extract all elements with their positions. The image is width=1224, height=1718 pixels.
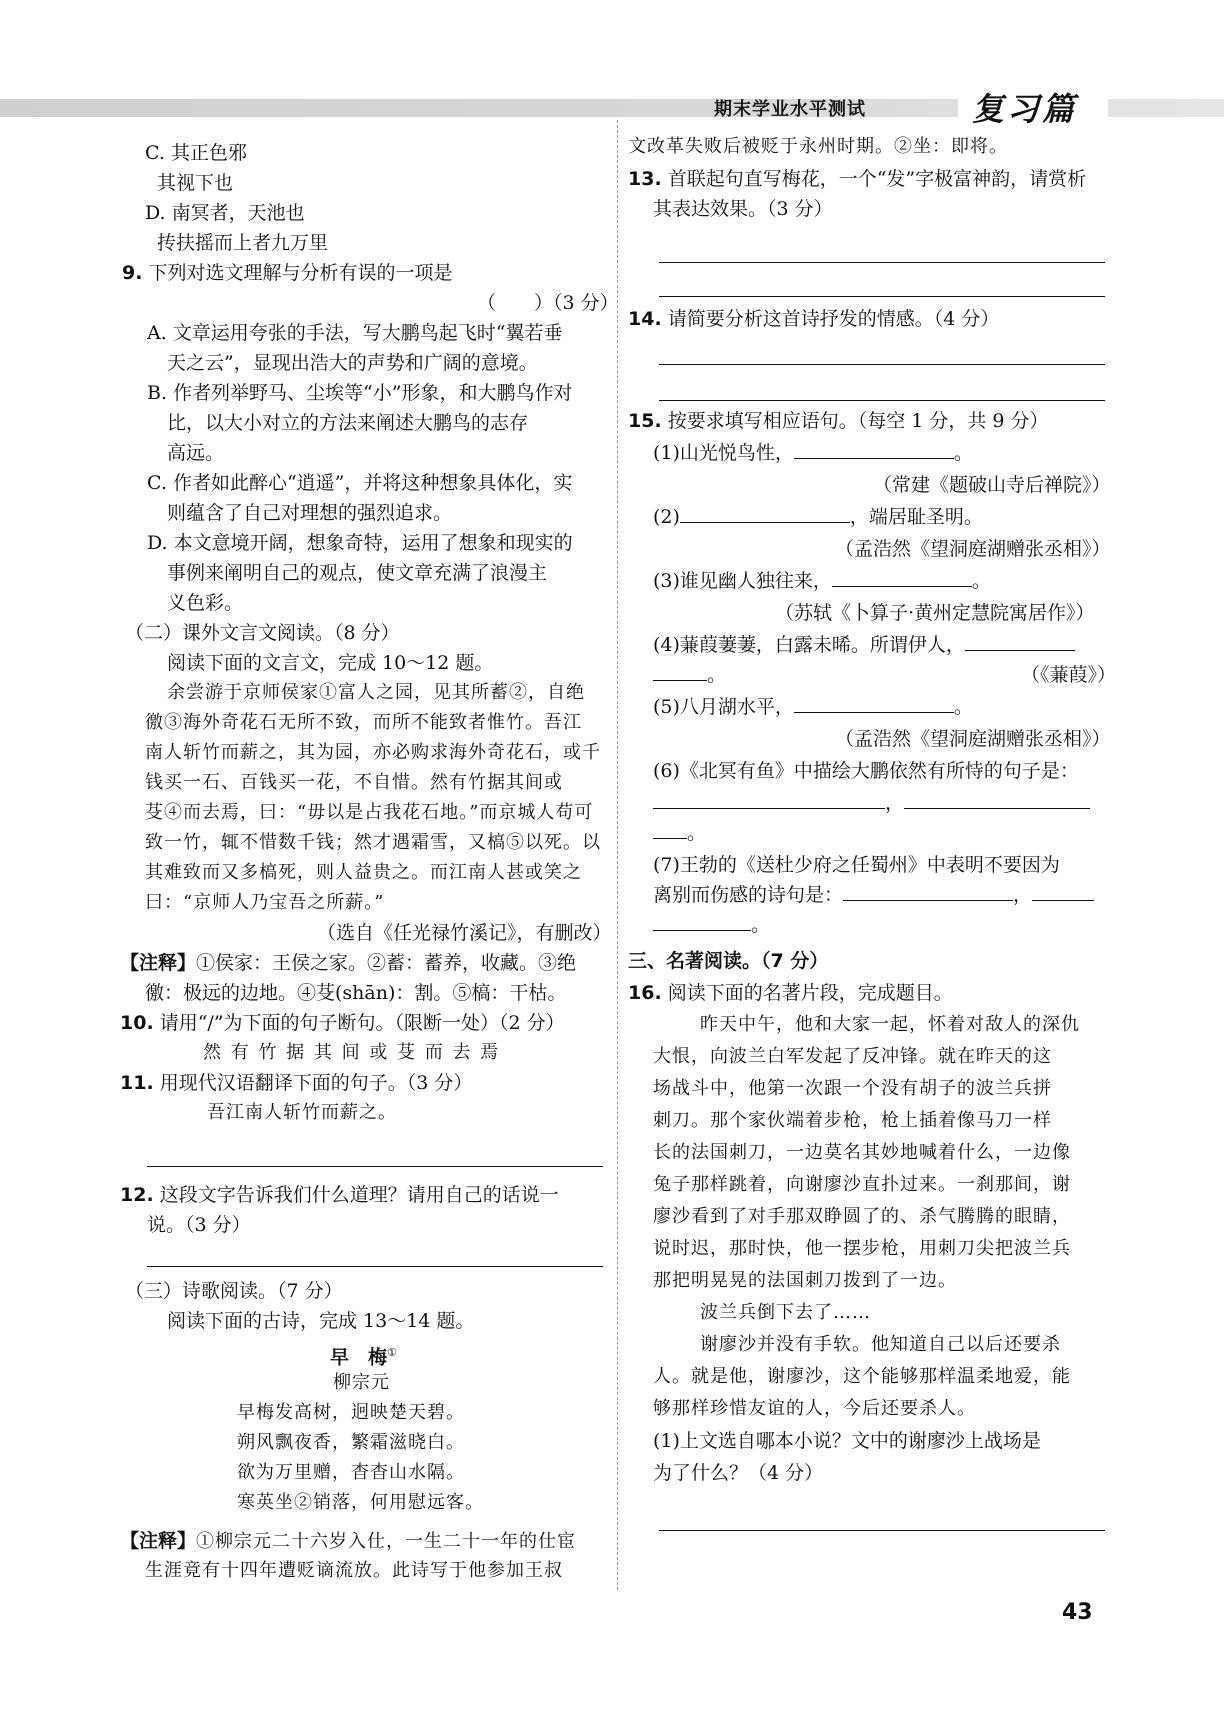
q13-stem-line1: 13. 首联起句直写梅花，一个“发”字极富神韵，请赏析 xyxy=(628,168,1087,190)
q9-score: （ ）（3 分） xyxy=(477,292,619,314)
q11-sentence: 吾江南人斩竹而薪之。 xyxy=(207,1102,397,1123)
q15-item-6-end: 。 xyxy=(653,818,706,848)
q15-item-6: (6)《北冥有鱼》中描绘大鹏依然有所恃的句子是： xyxy=(653,760,1079,782)
q9-option-c-line2: 则蕴含了自己对理想的强烈追求。 xyxy=(167,502,453,524)
novel-excerpt-line-5: 长的法国刺刀，一边莫名其妙地喊着什么，一边像 xyxy=(653,1142,1071,1163)
q15-item-7-line2: 离别而伤感的诗句是： ， xyxy=(653,880,1094,910)
q15-item-7-line1: (7)王勃的《送杜少府之任蜀州》中表明不要因为 xyxy=(653,854,1060,876)
novel-excerpt-line-9: 那把明晃晃的法国刺刀拨到了一边。 xyxy=(653,1270,957,1291)
q9-option-a-line2: 天之云”，显现出浩大的声势和广阔的意境。 xyxy=(167,352,538,374)
q15-item-4-source: （《蒹葭》） xyxy=(1021,664,1117,686)
q15-blank-6c[interactable] xyxy=(653,818,687,839)
poem-line-1: 早梅发高树，迥映楚天碧。 xyxy=(237,1402,465,1423)
poem-notes-continued: 文改革失败后被贬于永州时期。②坐：即将。 xyxy=(628,136,1008,157)
q15-blank-7c[interactable] xyxy=(653,910,751,931)
passage-line-6: 致一竹，辄不惜数千钱；然才遇霜雪，又槁⑤以死。以 xyxy=(145,832,601,853)
novel-excerpt-line-1: 昨天中午，他和大家一起，怀着对敌人的深仇 xyxy=(700,1014,1080,1035)
q12-answer-line[interactable] xyxy=(147,1266,603,1267)
q9-option-d-line2: 事例来阐明自己的观点，使文章充满了浪漫主 xyxy=(167,562,548,584)
q9-option-b-line2: 比，以大小对立的方法来阐述大鹏鸟的志存 xyxy=(167,412,529,434)
q15-blank-2[interactable] xyxy=(680,502,850,523)
novel-excerpt-line-4: 刺刀。那个家伙端着步枪，枪上插着像马刀一样 xyxy=(653,1110,1052,1131)
q8-option-c-line1: C. 其正色邪 xyxy=(145,142,247,164)
part3-famous-works-title: 三、名著阅读。（7 分） xyxy=(628,950,829,972)
q16-sub1-line2: 为了什么？（4 分） xyxy=(653,1462,824,1484)
q15-stem: 15. 按要求填写相应语句。（每空 1 分，共 9 分） xyxy=(628,410,1049,432)
notes-label: 【注释】 xyxy=(120,952,197,974)
q12-stem-line1: 12. 这段文字告诉我们什么道理？请用自己的话说一 xyxy=(120,1184,559,1206)
passage-line-7: 其难致而又多槁死，则人益贵之。而江南人甚或笑之 xyxy=(145,862,582,883)
poem-notes-line2: 生涯竟有十四年遭贬谪流放。此诗写于他参加王叔 xyxy=(145,1560,563,1581)
poem-line-3: 欲为万里赠，杳杳山水隔。 xyxy=(237,1462,465,1483)
q15-item-2-source: （孟浩然《望洞庭湖赠张丞相》） xyxy=(835,538,1111,560)
novel-excerpt-line-7: 廖沙看到了对手那双睁圆了的、杀气腾腾的眼睛， xyxy=(653,1206,1071,1227)
q8-option-d-line1: D. 南冥者，天池也 xyxy=(145,202,305,224)
novel-excerpt-line-10: 波兰兵倒下去了…… xyxy=(700,1302,871,1323)
q15-blank-4b[interactable] xyxy=(653,660,707,681)
q14-answer-line-1[interactable] xyxy=(659,364,1105,365)
novel-excerpt-line-13: 够那样珍惜友谊的人，今后还要杀人。 xyxy=(653,1398,976,1419)
q8-option-c-line2: 其视下也 xyxy=(157,172,234,194)
q15-blank-6a[interactable] xyxy=(653,788,885,809)
q11-stem: 11. 用现代汉语翻译下面的句子。（3 分） xyxy=(120,1072,473,1094)
q15-item-3-source: （苏轼《卜算子·黄州定慧院寓居作》） xyxy=(775,602,1095,624)
novel-excerpt-line-11: 谢廖沙并没有手软。他知道自己以后还要杀 xyxy=(700,1334,1061,1355)
q9-option-b-line1: B. 作者列举野马、尘埃等“小”形象，和大鹏鸟作对 xyxy=(147,382,573,404)
q9-option-a-line1: A. 文章运用夸张的手法，写大鹏鸟起飞时“翼若垂 xyxy=(147,322,563,344)
header-section-label: 复习篇 xyxy=(972,90,1078,128)
q9-option-d-line1: D. 本文意境开阔，想象奇特，运用了想象和现实的 xyxy=(147,532,573,554)
q14-stem: 14. 请简要分析这首诗抒发的情感。（4 分） xyxy=(628,308,1000,330)
q8-option-d-line2: 抟扶摇而上者九万里 xyxy=(157,232,329,254)
q16-answer-line[interactable] xyxy=(659,1530,1105,1531)
q13-answer-line-1[interactable] xyxy=(659,262,1105,263)
novel-excerpt-line-2: 大恨，向波兰白军发起了反冲锋。就在昨天的这 xyxy=(653,1046,1052,1067)
header-section-badge xyxy=(958,84,1108,132)
novel-excerpt-line-3: 场战斗中，他第一次跟一个没有胡子的波兰兵拼 xyxy=(653,1078,1052,1099)
q9-option-b-line3: 高远。 xyxy=(167,442,225,464)
poem-line-2: 朔风飘夜香，繁霜滋晓白。 xyxy=(237,1432,465,1453)
q15-item-5: (5)八月湖水平， 。 xyxy=(653,692,973,722)
q15-item-6-blanks: ， xyxy=(653,788,1090,818)
part3-title: （三）诗歌阅读。（7 分） xyxy=(125,1280,343,1302)
q15-item-2: (2) ，端居耻圣明。 xyxy=(653,502,983,532)
passage-line-1: 余尝游于京师侯家①富人之园，见其所蓄②，自绝 xyxy=(167,682,585,703)
q15-item-1: (1)山光悦鸟性， 。 xyxy=(653,438,973,468)
part3-intro: 阅读下面的古诗，完成 13～14 题。 xyxy=(167,1310,475,1332)
q16-sub1-line1: (1)上文选自哪本小说？文中的谢廖沙上战场是 xyxy=(653,1430,1041,1452)
passage-line-2: 徼③海外奇花石无所不致，而所不能致者惟竹。吾江 xyxy=(145,712,582,733)
passage-line-3: 南人斩竹而薪之，其为园，亦必购求海外奇花石，或千 xyxy=(145,742,601,763)
header-title: 期末学业水平测试 xyxy=(714,99,866,120)
q15-item-1-source: （常建《题破山寺后禅院》） xyxy=(873,474,1111,496)
q11-answer-line[interactable] xyxy=(147,1166,603,1167)
q15-item-4-cont: 。 xyxy=(653,660,726,690)
q15-item-4: (4)蒹葭萋萋，白露未晞。所谓伊人， xyxy=(653,630,1075,660)
q10-sentence: 然 有 竹 据 其 间 或 芟 而 去 焉 xyxy=(203,1042,501,1063)
q9-stem: 9. 下列对选文理解与分析有误的一项是 xyxy=(122,262,453,284)
q13-stem-line2: 其表达效果。（3 分） xyxy=(653,198,833,220)
passage-line-5: 芟④而去焉，曰：“毋以是占我花石地。”而京城人苟可 xyxy=(145,802,594,823)
q16-stem: 16. 阅读下面的名著片段，完成题目。 xyxy=(628,982,953,1004)
page-number: 43 xyxy=(1062,1600,1093,1625)
q15-item-5-source: （孟浩然《望洞庭湖赠张丞相》） xyxy=(835,728,1111,750)
column-divider xyxy=(617,120,618,1590)
q15-blank-7a[interactable] xyxy=(843,880,1013,901)
passage-line-8: 曰：“京师人乃宝吾之所薪。” xyxy=(145,892,385,913)
q15-blank-7b[interactable] xyxy=(1032,880,1094,901)
q15-blank-4a[interactable] xyxy=(965,630,1075,651)
q15-blank-3[interactable] xyxy=(832,566,972,587)
q9-option-d-line3: 义色彩。 xyxy=(167,592,244,614)
q15-item-3: (3)谁见幽人独往来， 。 xyxy=(653,566,991,596)
poem-notes-line1: 【注释】①柳宗元二十六岁入仕，一生二十一年的仕宦 xyxy=(120,1530,577,1552)
q15-blank-5[interactable] xyxy=(794,692,954,713)
novel-excerpt-line-12: 人。就是他，谢廖沙，这个能够那样温柔地爱，能 xyxy=(653,1366,1071,1387)
passage-notes-line2: 徼：极远的边地。④芟(shān)：割。⑤槁：干枯。 xyxy=(145,982,567,1004)
poem-title: 早 梅① xyxy=(330,1346,397,1369)
passage-source: （选自《任光禄竹溪记》，有删改） xyxy=(317,922,612,944)
q15-blank-1[interactable] xyxy=(794,438,954,459)
poem-author: 柳宗元 xyxy=(333,1372,390,1393)
part2-intro: 阅读下面的文言文，完成 10～12 题。 xyxy=(167,652,494,674)
q15-item-7-end: 。 xyxy=(653,910,770,940)
q15-blank-6b[interactable] xyxy=(904,788,1090,809)
q12-stem-line2: 说。（3 分） xyxy=(147,1214,251,1236)
novel-excerpt-line-6: 兔子那样跳着，向谢廖沙直扑过来。一刹那间，谢 xyxy=(653,1174,1071,1195)
q14-answer-line-2[interactable] xyxy=(659,400,1105,401)
novel-excerpt-line-8: 说时迟，那时快，他一摆步枪，用刺刀尖把波兰兵 xyxy=(653,1238,1071,1259)
poem-line-4: 寒英坐②销落，何用慰远客。 xyxy=(237,1492,484,1513)
q9-option-c-line1: C. 作者如此醉心“逍遥”，并将这种想象具体化，实 xyxy=(147,472,573,494)
passage-line-4: 钱买一石、百钱买一花，不自惜。然有竹据其间或 xyxy=(145,772,563,793)
part2-title: （二）课外文言文阅读。（8 分） xyxy=(125,622,400,644)
q10-stem: 10. 请用“/”为下面的句子断句。（限断一处）（2 分） xyxy=(120,1012,565,1034)
q13-answer-line-2[interactable] xyxy=(659,296,1105,297)
passage-notes-line1: 【注释】①侯家：王侯之家。②蓄：蓄养，收藏。③绝 xyxy=(120,952,577,974)
